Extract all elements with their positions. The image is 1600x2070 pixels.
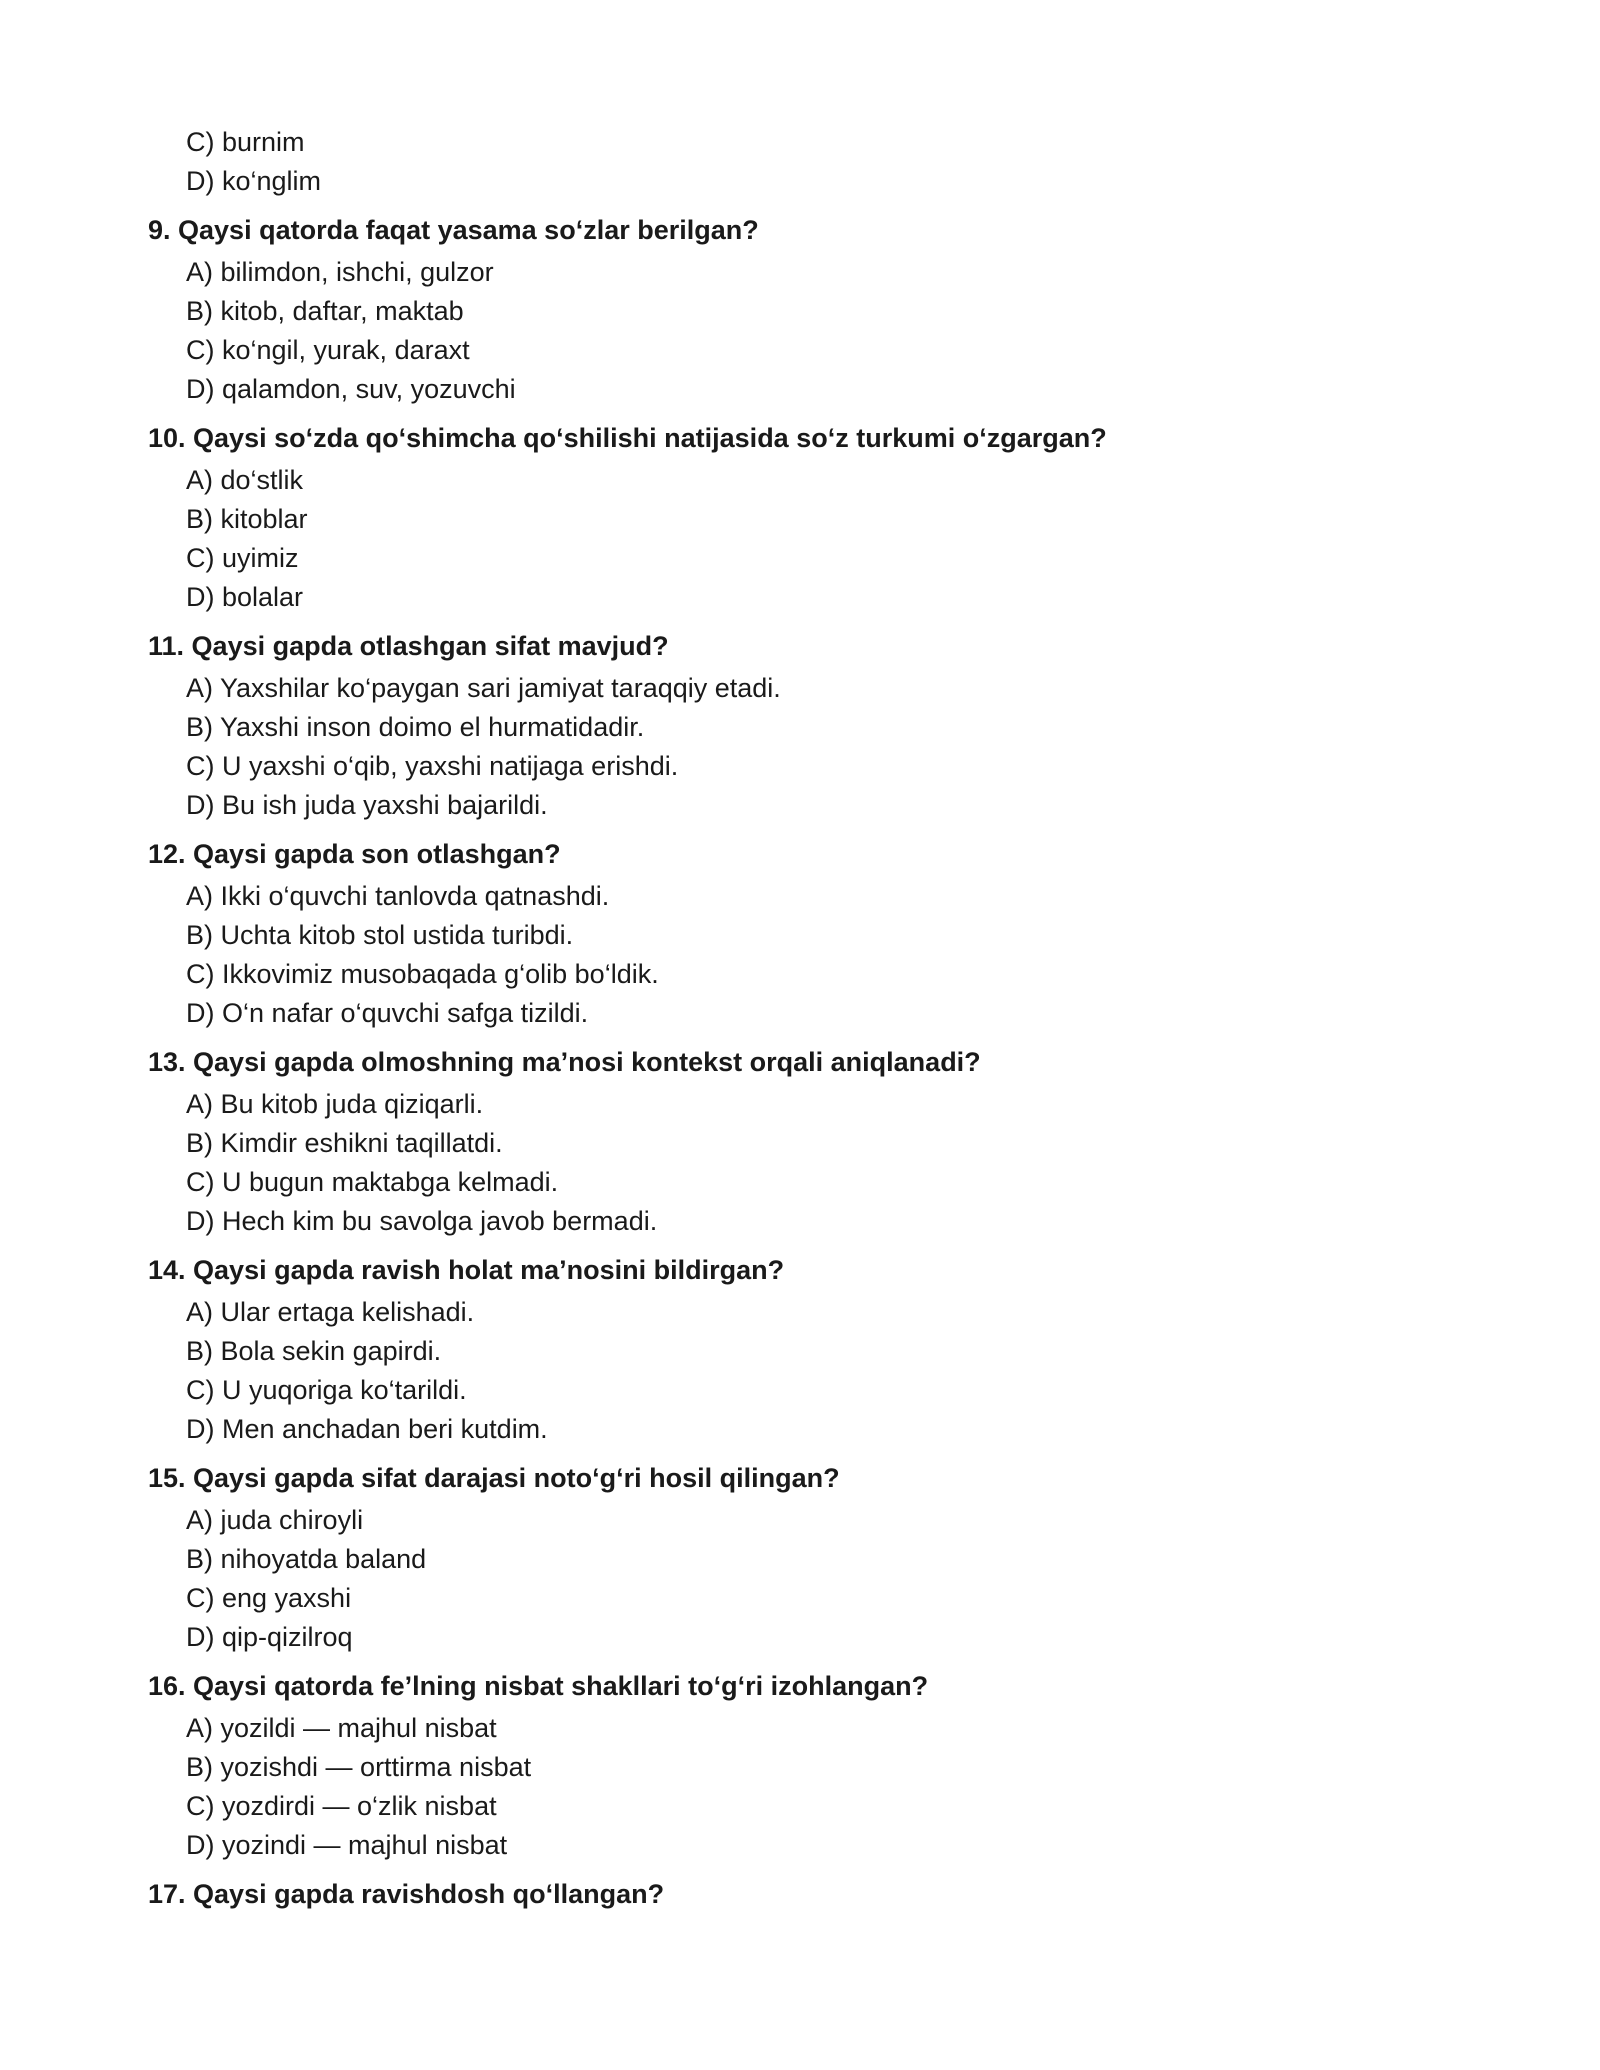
answer-option: D) qalamdon, suv, yozuvchi	[186, 374, 516, 404]
answer-option: D) Hech kim bu savolga javob bermadi.	[186, 1206, 658, 1236]
answer-option: C) Ikkovimiz musobaqada g‘olib bo‘ldik.	[186, 959, 659, 989]
answer-option: A) Yaxshilar ko‘paygan sari jamiyat taraqqiy etadi.	[186, 673, 781, 703]
answer-option: D) Men anchadan beri kutdim.	[186, 1414, 548, 1444]
answer-option: C) U yaxshi o‘qib, yaxshi natijaga erishdi.	[186, 751, 679, 781]
question-text: 13. Qaysi gapda olmoshning ma’nosi kontekst orqali aniqlanadi?	[148, 1047, 981, 1077]
question-list	[148, 211, 1488, 1914]
answer-option: A) Ular ertaga kelishadi.	[186, 1297, 475, 1327]
answer-option: A) juda chiroyli	[186, 1505, 364, 1535]
question-block	[148, 1251, 1488, 1449]
document-page	[148, 123, 1488, 1917]
question-block	[148, 835, 1488, 1033]
answer-option: C) uyimiz	[186, 543, 299, 573]
answer-option: B) Bola sekin gapirdi.	[186, 1336, 442, 1366]
answer-option: B) Yaxshi inson doimo el hurmatidadir.	[186, 712, 645, 742]
answer-option: B) Kimdir eshikni taqillatdi.	[186, 1128, 503, 1158]
question-text: 17. Qaysi gapda ravishdosh qo‘llangan?	[148, 1879, 665, 1909]
question-block	[148, 627, 1488, 825]
answer-option: C) yozdirdi — o‘zlik nisbat	[186, 1791, 497, 1821]
question-block	[148, 1875, 1488, 1914]
answer-option: A) yozildi — majhul nisbat	[186, 1713, 497, 1743]
answer-option: A) Bu kitob juda qiziqarli.	[186, 1089, 484, 1119]
answer-option: A) do‘stlik	[186, 465, 304, 495]
question-text: 14. Qaysi gapda ravish holat ma’nosini bildirgan?	[148, 1255, 785, 1285]
answer-option: B) Uchta kitob stol ustida turibdi.	[186, 920, 574, 950]
question-text: 9. Qaysi qatorda faqat yasama so‘zlar berilgan?	[148, 215, 759, 245]
answer-option: D) O‘n nafar o‘quvchi safga tizildi.	[186, 998, 589, 1028]
answer-option: D) qip-qizilroq	[186, 1622, 353, 1652]
question-text: 15. Qaysi gapda sifat darajasi noto‘g‘ri hosil qilingan?	[148, 1463, 840, 1493]
answer-option: C) U bugun maktabga kelmadi.	[186, 1167, 559, 1197]
question-text: 12. Qaysi gapda son otlashgan?	[148, 839, 561, 869]
question-block	[148, 211, 1488, 409]
question-block	[148, 1459, 1488, 1657]
answer-option: B) yozishdi — orttirma nisbat	[186, 1752, 532, 1782]
answer-option: A) bilimdon, ishchi, gulzor	[186, 257, 494, 287]
question-block	[148, 419, 1488, 617]
answer-option: D) bolalar	[186, 582, 304, 612]
question-text: 16. Qaysi qatorda fe’lning nisbat shakllari to‘g‘ri izohlangan?	[148, 1671, 929, 1701]
question-text: 10. Qaysi so‘zda qo‘shimcha qo‘shilishi natijasida so‘z turkumi o‘zgargan?	[148, 423, 1107, 453]
answer-option: C) ko‘ngil, yurak, daraxt	[186, 335, 470, 365]
answer-option: D) yozindi — majhul nisbat	[186, 1830, 508, 1860]
answer-option: D) ko‘nglim	[186, 166, 322, 196]
answer-option: B) kitob, daftar, maktab	[186, 296, 464, 326]
answer-option: C) eng yaxshi	[186, 1583, 352, 1613]
answer-option: D) Bu ish juda yaxshi bajarildi.	[186, 790, 548, 820]
answer-option: A) Ikki o‘quvchi tanlovda qatnashdi.	[186, 881, 610, 911]
question-text: 11. Qaysi gapda otlashgan sifat mavjud?	[148, 631, 669, 661]
answer-option: B) kitoblar	[186, 504, 308, 534]
leading-options	[148, 123, 1488, 201]
answer-option: C) burnim	[186, 127, 305, 157]
question-block	[148, 1043, 1488, 1241]
question-block	[148, 1667, 1488, 1865]
answer-option: C) U yuqoriga ko‘tarildi.	[186, 1375, 467, 1405]
answer-option: B) nihoyatda baland	[186, 1544, 427, 1574]
